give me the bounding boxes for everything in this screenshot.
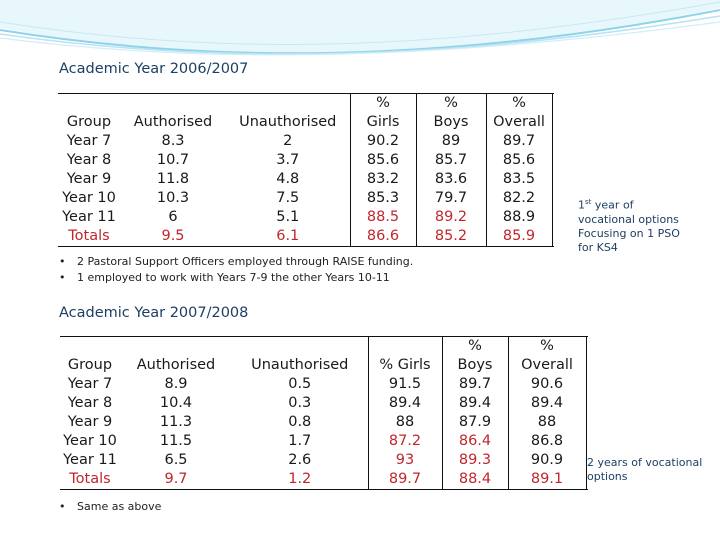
- cell-group: Year 8: [67, 395, 113, 411]
- cell-totals-label: Totals: [60, 470, 120, 490]
- cell-authorised: 10.3: [156, 190, 190, 206]
- header-boys: Boys: [442, 356, 508, 375]
- header-boys-pct: %: [416, 94, 486, 114]
- cell-unauthorised: 7.5: [276, 190, 300, 206]
- cell-unauthorised: 0.3: [288, 395, 312, 411]
- table-body-2007-2008: [60, 375, 588, 490]
- section-title-2006-2007: Academic Year 2006/2007: [59, 61, 249, 77]
- cell-overall: 90.9: [508, 451, 586, 470]
- table-body-2006-2007: [58, 132, 554, 247]
- bullet-list-2006-2007: [59, 254, 413, 286]
- cell-unauthorised: 1.7: [288, 433, 312, 449]
- bullet-text: 2 Pastoral Support Officers employed through RAISE funding.: [77, 255, 414, 268]
- cell-boys: 83.6: [416, 170, 486, 189]
- cell-group: Year 11: [62, 209, 116, 225]
- cell-girls: 85.6: [350, 151, 416, 170]
- cell-girls: 85.3: [350, 189, 416, 208]
- cell-girls: 83.2: [350, 170, 416, 189]
- header-authorised: Authorised: [136, 357, 216, 373]
- cell-group: Year 10: [62, 190, 116, 206]
- cell-overall: 88: [508, 413, 586, 432]
- cell-group: Year 9: [66, 171, 112, 187]
- attendance-table-2006-2007: [58, 93, 554, 247]
- header-unauthorised: Unauthorised: [239, 114, 337, 130]
- header-girls: Girls: [350, 113, 416, 132]
- cell-authorised: 11.3: [159, 414, 193, 430]
- cell-total-girls: 86.6: [350, 227, 416, 247]
- header-swoosh-decoration: [0, 0, 720, 70]
- cell-girls: 88.5: [350, 208, 416, 227]
- table-row: [58, 170, 554, 189]
- cell-group: Year 10: [63, 433, 117, 449]
- section-title-2007-2008: Academic Year 2007/2008: [59, 305, 249, 321]
- header-overall: Overall: [508, 356, 586, 375]
- cell-totals-label: Totals: [58, 227, 120, 247]
- cell-boys: 89.4: [442, 394, 508, 413]
- note-line-2: vocational options: [578, 212, 679, 226]
- table-row: [58, 151, 554, 170]
- note-line-3: Focusing on 1 PSO: [578, 226, 680, 240]
- cell-authorised: 10.4: [159, 395, 193, 411]
- side-note-2006-2007: [578, 195, 680, 255]
- cell-girls: 87.2: [368, 432, 442, 451]
- bullet-item: [59, 254, 413, 270]
- cell-group: Year 9: [67, 414, 113, 430]
- cell-girls: 88: [368, 413, 442, 432]
- cell-overall: 89.7: [486, 132, 552, 151]
- cell-overall: 83.5: [486, 170, 552, 189]
- cell-total-unauthorised: 6.1: [226, 227, 350, 247]
- cell-total-overall: 85.9: [486, 227, 552, 247]
- cell-authorised: 11.8: [156, 171, 190, 187]
- header-boys: Boys: [416, 113, 486, 132]
- cell-unauthorised: 5.1: [276, 209, 300, 225]
- header-group: Group: [66, 114, 112, 130]
- header-boys-pct: %: [442, 337, 508, 357]
- cell-overall: 88.9: [486, 208, 552, 227]
- bullet-dot-icon: •: [59, 255, 66, 268]
- cell-girls: 91.5: [368, 375, 442, 394]
- cell-boys: 79.7: [416, 189, 486, 208]
- cell-total-girls: 89.7: [368, 470, 442, 490]
- table-row: [60, 375, 588, 394]
- bullet-dot-icon: •: [59, 271, 66, 284]
- note-line-4: for KS4: [578, 240, 618, 254]
- cell-girls: 90.2: [350, 132, 416, 151]
- bullet-item: [59, 499, 161, 515]
- cell-authorised: 10.7: [156, 152, 190, 168]
- cell-unauthorised: 4.8: [276, 171, 300, 187]
- cell-unauthorised: 3.7: [276, 152, 300, 168]
- cell-authorised: 6.5: [164, 452, 188, 468]
- cell-unauthorised: 2.6: [288, 452, 312, 468]
- header-girls: % Girls: [368, 356, 442, 375]
- cell-total-boys: 88.4: [442, 470, 508, 490]
- cell-overall: 82.2: [486, 189, 552, 208]
- cell-unauthorised: 0.5: [288, 376, 312, 392]
- cell-total-authorised: 9.7: [120, 470, 232, 490]
- header-group: Group: [67, 357, 113, 373]
- cell-overall: 85.6: [486, 151, 552, 170]
- cell-boys: 89.7: [442, 375, 508, 394]
- header-overall: Overall: [486, 113, 552, 132]
- cell-group: Year 8: [66, 152, 112, 168]
- note-line-2: options: [587, 470, 628, 483]
- bullet-text: 1 employed to work with Years 7-9 the other Years 10-11: [77, 271, 390, 284]
- cell-authorised: 8.3: [161, 133, 185, 149]
- table-row: [58, 189, 554, 208]
- cell-boys: 89: [416, 132, 486, 151]
- cell-boys: 85.7: [416, 151, 486, 170]
- side-note-2007-2008: [587, 456, 702, 484]
- cell-girls: 89.4: [368, 394, 442, 413]
- cell-group: Year 7: [66, 133, 112, 149]
- cell-unauthorised: 2: [283, 133, 293, 149]
- header-girls-pct: %: [350, 94, 416, 114]
- cell-group: Year 7: [67, 376, 113, 392]
- totals-row: [60, 470, 588, 490]
- header-authorised: Authorised: [133, 114, 213, 130]
- cell-total-boys: 85.2: [416, 227, 486, 247]
- cell-total-overall: 89.1: [508, 470, 586, 490]
- cell-boys: 87.9: [442, 413, 508, 432]
- header-overall-pct: %: [508, 337, 586, 357]
- table-row: [60, 432, 588, 451]
- table-row: [60, 413, 588, 432]
- cell-overall: 86.8: [508, 432, 586, 451]
- attendance-table-2007-2008: [60, 336, 588, 490]
- table-row: [60, 394, 588, 413]
- bullet-text: Same as above: [77, 500, 162, 513]
- table-row: [58, 132, 554, 151]
- cell-authorised: 11.5: [159, 433, 193, 449]
- cell-boys: 86.4: [442, 432, 508, 451]
- table-row: [60, 451, 588, 470]
- header-unauthorised: Unauthorised: [251, 357, 349, 373]
- header-overall-pct: %: [486, 94, 552, 114]
- cell-authorised: 8.9: [164, 376, 188, 392]
- cell-boys: 89.3: [442, 451, 508, 470]
- cell-girls: 93: [368, 451, 442, 470]
- totals-row: [58, 227, 554, 247]
- bullet-item: [59, 270, 413, 286]
- cell-authorised: 6: [168, 209, 178, 225]
- cell-boys: 89.2: [416, 208, 486, 227]
- cell-total-unauthorised: 1.2: [232, 470, 368, 490]
- cell-total-authorised: 9.5: [120, 227, 226, 247]
- cell-unauthorised: 0.8: [288, 414, 312, 430]
- bullet-list-2007-2008: [59, 499, 161, 515]
- note-line-1: 2 years of vocational: [587, 456, 703, 469]
- note-line-1: 1st year of: [578, 198, 634, 212]
- table-row: [58, 208, 554, 227]
- bullet-dot-icon: •: [59, 500, 66, 513]
- cell-overall: 89.4: [508, 394, 586, 413]
- cell-group: Year 11: [63, 452, 117, 468]
- cell-overall: 90.6: [508, 375, 586, 394]
